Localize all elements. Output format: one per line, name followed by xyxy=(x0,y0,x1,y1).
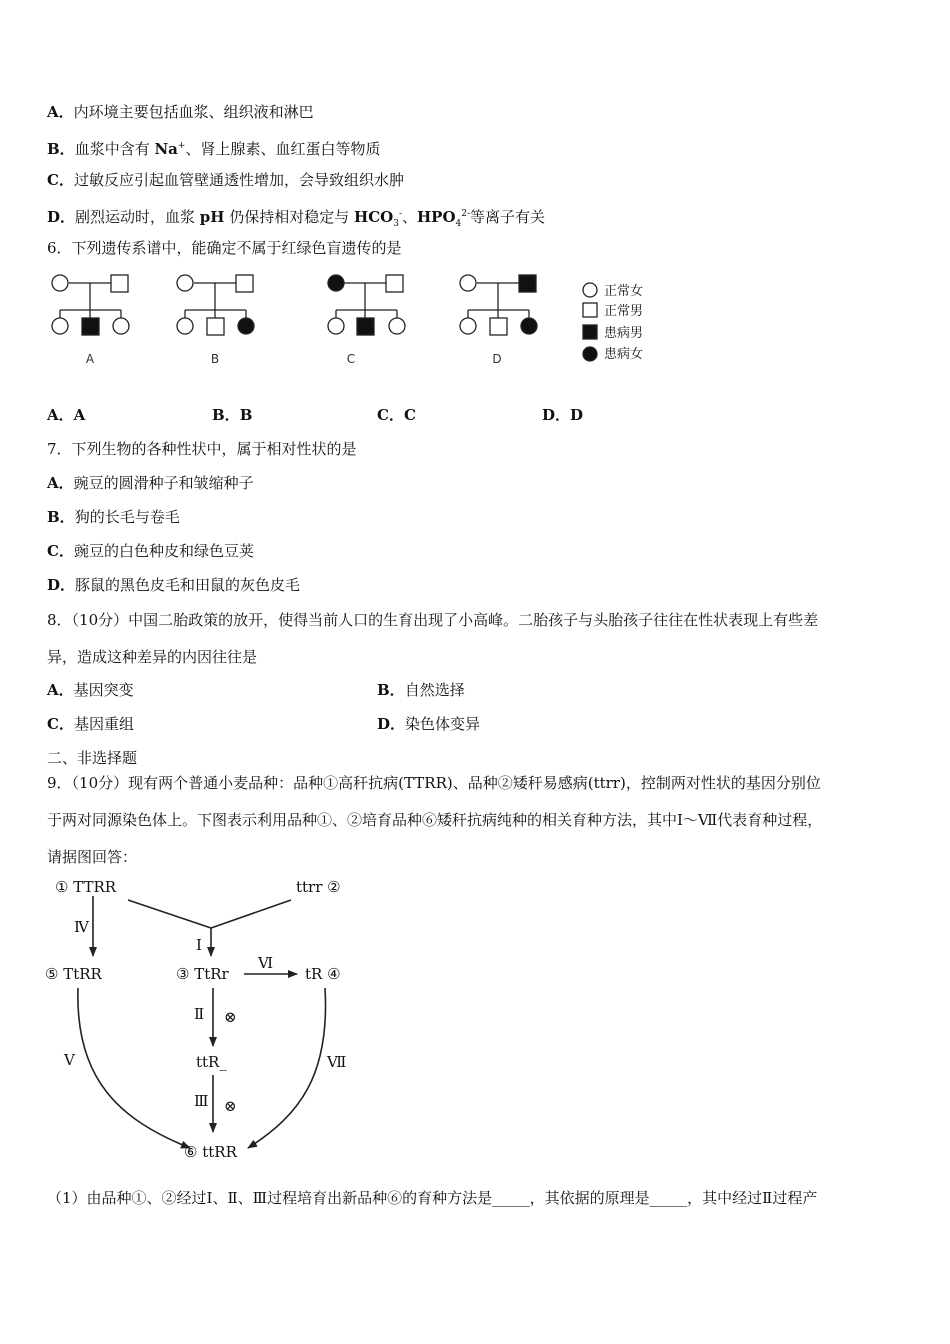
b-son xyxy=(207,318,224,335)
legend-affected-female-icon xyxy=(583,347,597,361)
process-5: Ⅴ xyxy=(64,1051,75,1069)
q5-option-b: B．血浆中含有 Na+、肾上腺素、血红蛋白等物质 xyxy=(47,140,381,158)
legend-affected-male: 患病男 xyxy=(604,326,644,341)
selfing-icon: ⊗ xyxy=(224,1097,237,1115)
pedigree-label-a: A xyxy=(85,352,95,366)
q5-option-c: C．过敏反应引起血管壁通透性增加，会导致组织水肿 xyxy=(47,171,404,189)
b-mother xyxy=(177,275,193,291)
d-father-affected xyxy=(519,275,536,292)
legend-affected-male-icon xyxy=(583,325,597,339)
process-1: Ⅰ xyxy=(196,936,202,954)
breeding-diagram xyxy=(0,870,380,1170)
process-4: Ⅳ xyxy=(74,918,89,936)
a-son-affected xyxy=(82,318,99,335)
section-title: 二、非选择题 xyxy=(47,749,138,767)
c-father xyxy=(386,275,403,292)
q8-option-a: A．基因突变 xyxy=(47,681,134,699)
process-2: Ⅱ xyxy=(194,1005,205,1023)
pedigree-label-b: B xyxy=(210,352,220,366)
q5-option-a: A．内环境主要包括血浆、组织液和淋巴 xyxy=(47,103,314,121)
b-daughter xyxy=(177,318,193,334)
q5-option-d: D．剧烈运动时，血浆 pH 仍保持相对稳定与 $HCO_3^-$、$HPO_4^{2-}$等离子有关 xyxy=(47,208,546,229)
q6-option-b: B．B xyxy=(212,406,253,424)
process-7: Ⅶ xyxy=(327,1053,347,1071)
node-4: tR ④ xyxy=(305,965,341,983)
q7-option-c: C．豌豆的白色种皮和绿色豆荚 xyxy=(47,542,254,560)
selfing-icon: ⊗ xyxy=(224,1008,237,1026)
c-son-affected xyxy=(357,318,374,335)
q7-stem: 7．下列生物的各种性状中，属于相对性状的是 xyxy=(47,440,357,458)
pedigree-c xyxy=(328,275,405,335)
q8-option-b: B．自然选择 xyxy=(377,681,465,699)
b-father xyxy=(236,275,253,292)
legend-normal-female: 正常女 xyxy=(604,284,644,299)
c-mother-affected xyxy=(328,275,344,291)
q9-stem-line3: 请据图回答： xyxy=(47,848,138,866)
q6-option-c: C．C xyxy=(377,406,416,424)
b-daughter-affected xyxy=(238,318,254,334)
d-daughter xyxy=(460,318,476,334)
c-daughter-1 xyxy=(328,318,344,334)
q6-option-a: A．A xyxy=(47,406,86,424)
pedigree-figure xyxy=(0,268,950,388)
a-daughter-1 xyxy=(52,318,68,334)
node-3: ③ TtRr xyxy=(176,965,229,983)
pedigree-d xyxy=(460,275,537,335)
q9-stem-line1: 9．（10分）现有两个普通小麦品种：品种①高秆抗病(TTRR)、品种②矮秆易感病(ttrr)，控制两对性状的基因分别位 xyxy=(47,774,821,792)
d-daughter-affected xyxy=(521,318,537,334)
legend-normal-male-icon xyxy=(583,303,597,317)
node-5: ⑤ TtRR xyxy=(45,965,102,983)
q9-sub1: （1）由品种①、②经过Ⅰ、Ⅱ、Ⅲ过程培育出新品种⑥的育种方法是_____，其依据的原理是_____，其中经过Ⅱ过程产 xyxy=(47,1189,818,1207)
q7-option-a: A．豌豆的圆滑种子和皱缩种子 xyxy=(47,474,254,492)
process-6: Ⅵ xyxy=(258,954,274,972)
pedigree-label-c: C xyxy=(346,352,356,366)
a-daughter-2 xyxy=(113,318,129,334)
q7-option-b: B．狗的长毛与卷毛 xyxy=(47,508,180,526)
pedigree-label-d: D xyxy=(492,352,502,366)
a-father xyxy=(111,275,128,292)
legend-normal-male: 正常男 xyxy=(604,304,644,319)
q6-option-d: D．D xyxy=(542,406,584,424)
c-daughter-2 xyxy=(389,318,405,334)
q9-stem-line2: 于两对同源染色体上。下图表示利用品种①、②培育品种⑥矮秆抗病纯种的相关育种方法，其中Ⅰ～Ⅶ代表育种过程， xyxy=(47,811,823,829)
pedigree-a xyxy=(52,275,129,335)
node-2: ttrr ② xyxy=(296,878,341,896)
q7-option-d: D．豚鼠的黑色皮毛和田鼠的灰色皮毛 xyxy=(47,576,301,594)
d-son xyxy=(490,318,507,335)
node-6: ⑥ ttRR xyxy=(184,1143,237,1161)
q6-stem: 6．下列遗传系谱中，能确定不属于红绿色盲遗传的是 xyxy=(47,239,402,257)
q8-stem-line1: 8．（10分）中国二胎政策的放开，使得当前人口的生育出现了小高峰。二胎孩子与头胎孩子往往在性状表现上有些差 xyxy=(47,611,819,629)
process-3: Ⅲ xyxy=(194,1092,209,1110)
d-mother xyxy=(460,275,476,291)
legend-normal-female-icon xyxy=(583,283,597,297)
legend-affected-female: 患病女 xyxy=(604,347,644,362)
a-mother xyxy=(52,275,68,291)
legend-symbols xyxy=(583,283,597,361)
q8-option-c: C．基因重组 xyxy=(47,715,134,733)
node-1: ① TTRR xyxy=(55,878,117,896)
pedigree-b xyxy=(177,275,254,335)
node-mid: ttR_ xyxy=(196,1053,227,1071)
q8-stem-line2: 异，造成这种差异的内因往往是 xyxy=(47,648,258,666)
q8-option-d: D．染色体变异 xyxy=(377,715,481,733)
